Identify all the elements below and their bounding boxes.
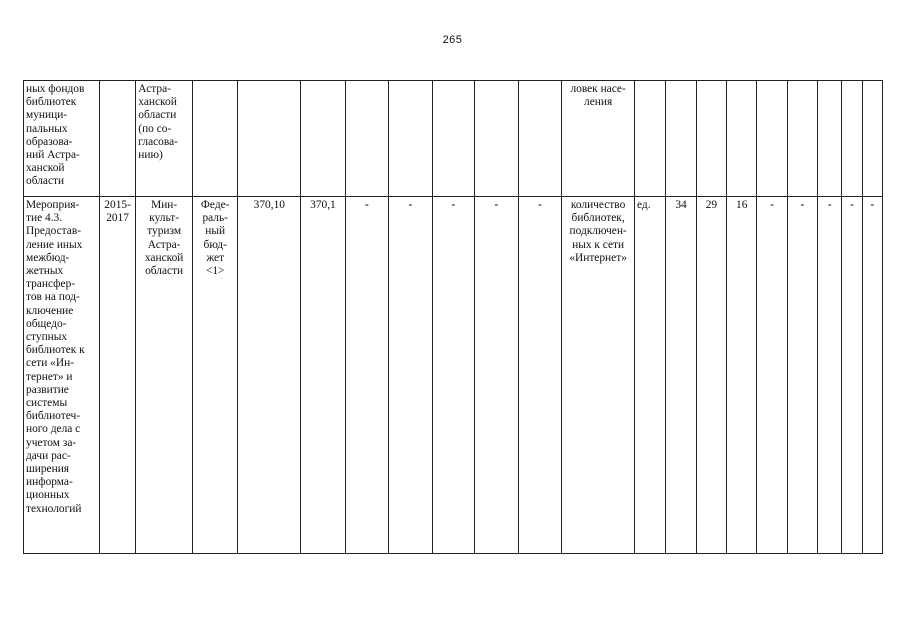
cell-empty: [818, 81, 842, 197]
cell-dash: -: [862, 197, 882, 554]
cell-funding-source: Феде- раль- ный бюд- жет <1>: [192, 197, 238, 554]
cell-empty: [345, 81, 389, 197]
cell-dash: -: [345, 197, 389, 554]
table-row: [24, 81, 883, 197]
cell-value: 34: [666, 197, 696, 554]
cell-empty: [301, 81, 346, 197]
cell-dash: -: [787, 197, 817, 554]
cell-empty: [727, 81, 757, 197]
cell-period: 2015- 2017: [99, 197, 135, 554]
cell-empty: [389, 81, 433, 197]
cell-empty: [238, 81, 301, 197]
cell-executor: Мин- культ- туризм Астра- ханской области: [136, 197, 193, 554]
cell-event-continued: ных фондов библиотек муници- пальных образова- ний Астра- ханской области: [24, 81, 100, 197]
cell-dash: -: [757, 197, 787, 554]
cell-dash: -: [842, 197, 862, 554]
cell-empty: [475, 81, 519, 197]
cell-empty: [518, 81, 562, 197]
cell-dash: -: [518, 197, 562, 554]
cell-year-2015: 370,1: [301, 197, 346, 554]
cell-empty: [862, 81, 882, 197]
cell-value: 29: [696, 197, 726, 554]
cell-dash: -: [389, 197, 433, 554]
cell-empty: [842, 81, 862, 197]
cell-empty: [192, 81, 238, 197]
cell-empty: [757, 81, 787, 197]
cell-indicator: количество библиотек, подключен- ных к сети «Интернет»: [562, 197, 635, 554]
cell-dash: -: [818, 197, 842, 554]
page-number: 265: [442, 34, 463, 46]
program-table: [23, 80, 883, 554]
cell-dash: -: [432, 197, 474, 554]
cell-empty: [432, 81, 474, 197]
cell-dash: -: [475, 197, 519, 554]
cell-value: 16: [727, 197, 757, 554]
cell-empty: [635, 81, 666, 197]
cell-empty: [696, 81, 726, 197]
cell-indicator-continued: ловек насе- ления: [562, 81, 635, 197]
cell-empty: [787, 81, 817, 197]
cell-unit: ед.: [635, 197, 666, 554]
cell-event: Мероприя- тие 4.3. Предостав- ление иных межбюд- жетных трансфер- тов на под- ключение общедо- ступных библиотек к сети «Ин- тернет» и развитие системы библиотеч- ного дела с учетом за- дачи рас- ширения информа- ционных технологий: [24, 197, 100, 554]
cell-empty: [99, 81, 135, 197]
table-row: [24, 197, 883, 554]
cell-executor-continued: Астра- ханской области (по со- гласова- нию): [136, 81, 193, 197]
cell-total: 370,10: [238, 197, 301, 554]
cell-empty: [666, 81, 696, 197]
